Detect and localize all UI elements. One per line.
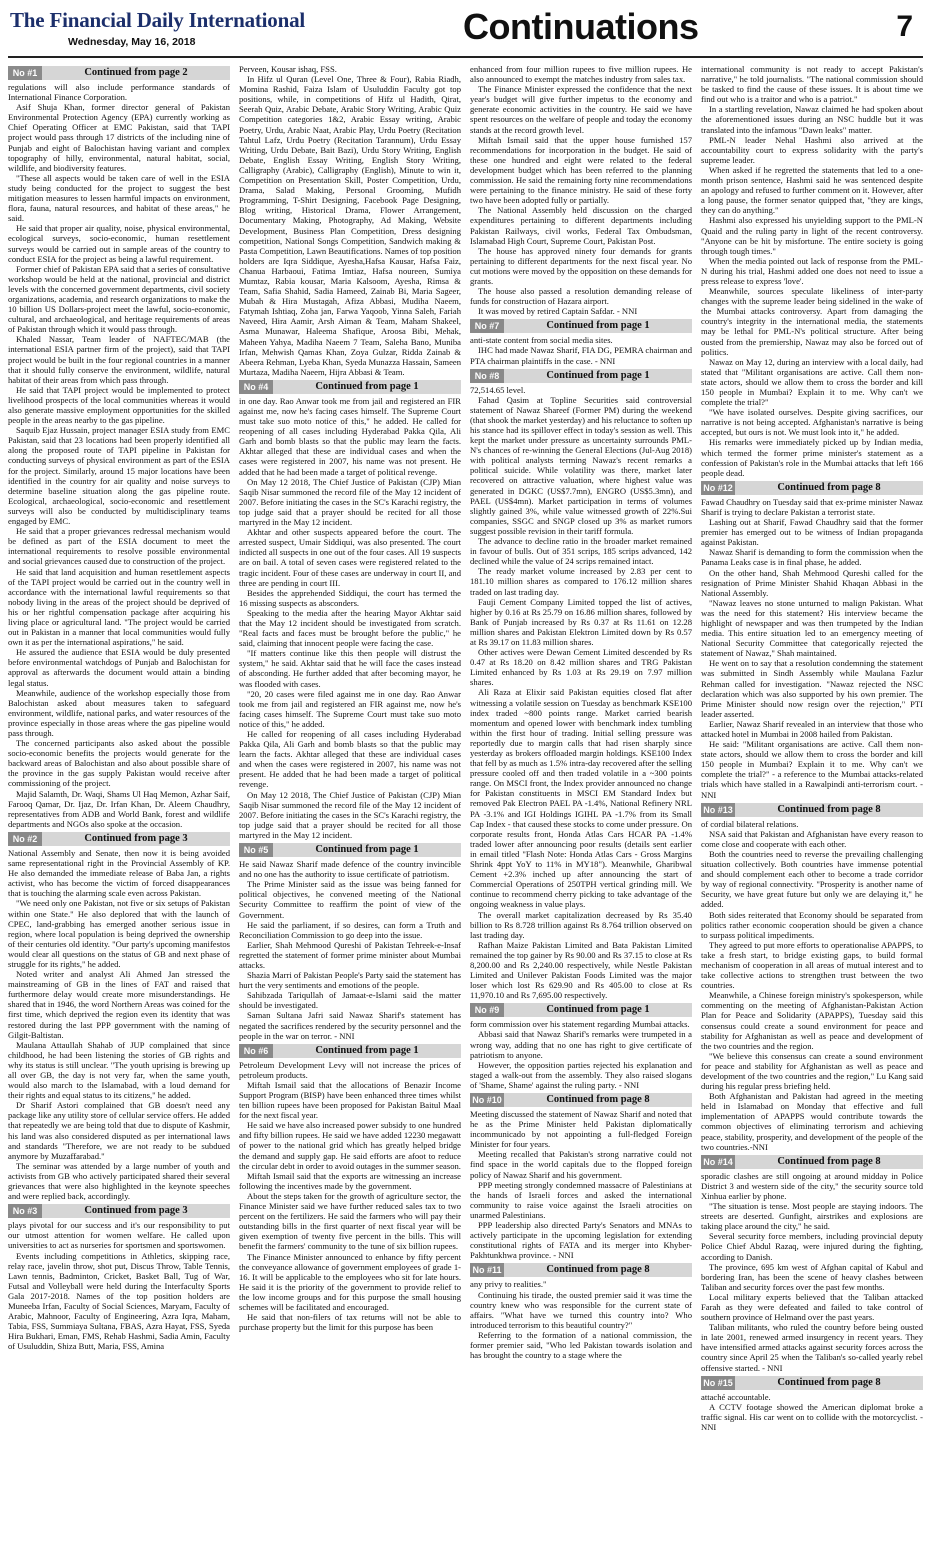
story-paragraph: Fahad Qasim at Topline Securities said controversial statement of Nawaz Shareef (Former PM) during the weekend (that shook the market yesterday) and his reluctance to soften up his stance had its spillover effect in today's session as well. This kept the market under pressure as uncertainty surrounds PML-N's chances of re-winning the General Elections (Jul-Aug 2018) with political analysts terming Nawaz's recent remarks a political suicide. While volatility was there, market later recovered on attractive valuation, where highest value was generated in DGKC (US$7.7mn), ENGRO (US$5.3mn), and PAEL (US$4mn). Market participation in terms of volumes slightly gained 3%, while value witnessed growth of 22%.Sui companies, SSGC and SNGP closed up 3% as market rumors suggest possible revision in their tariff formula. [470, 394, 692, 536]
continued-story [470, 1003, 692, 1090]
story-paragraph: The house also passed a resolution demanding release of funds for construction of Hazara airport. [470, 286, 692, 307]
story-number: No #10 [470, 1093, 504, 1107]
issue-date: Wednesday, May 16, 2018 [68, 36, 196, 48]
story-paragraph: The Finance Minister announced to enhance by fifty percent the conveyance allowance of government employees of grade 1-16. It will be applicable to the employees who sit for late hours. He said it is the priority of the government to provide relief to the low income groups and for this purpose the small housing schemes will be facilitated and encouraged. [239, 1251, 461, 1312]
story-header [701, 803, 923, 817]
story-paragraph: A CCTV footage showed the American diplomat broke a traffic signal. His car went on to collide with the motorcyclist. - NNI [701, 1401, 923, 1432]
story-paragraph: "20, 20 cases were filed against me in one day. Rao Anwar took me from jail and registered an FIR against me, now he's facing cases himself. The Supreme Court must take suo moto notice of this," he added. [239, 688, 461, 729]
article-columns [8, 64, 923, 1554]
story-paragraph: Akhtar and other suspects appeared before the court. The arrested suspect, Umair Siddiqui, was also presented. The court indicted all suspects in one out of the four cases. All 19 suspects are on bail. A total of seven cases were registered related to the tragic incident. Four of these cases are underway in court II, and three are pending in court III. [239, 527, 461, 588]
story-paragraph: In Hifz ul Quran (Level One, Three & Four), Rabia Riadh, Momina Rashid, Faiza Islam of Usuluddin Faculty got top positions, while, in competitions of Hifz ul Hadith, Qirat, Seerah Quiz, Arabic Debate, Arabic Story Writing, Arabic Quiz Competition categories 1&2, Arabic Essay writing, Arabic Poetry, Urdu, Arabic Naat, Arabic Play, Urdu Poetry (Recitation Tahtul Lafz, Urdu Poetry (Recitation Tarannum), Urdu Essay Writing, Urdu Debate, Bait Bazi), Urdu Story Writing, English Debate, English Essay Writing, English Story Writing, Calligraphy (Arabic), Calligraphy (English), Minute to win it, Competition on Presentation Skill, Poster Competition, Urdu, Drama, Salad Making, Personal Grooming, Mufidh Programming, T-Shirt Designing, Facebook Page Designing, Blog writing, Historical Drama, Flower Arrangement, Documentary Making, Photography, Ad Making, Website Development, Business Plan Competition, Dress designing competition, National Songs Competition, Sandwich making & Pasta Competition, Lawn Beautifications. Names of top position holders are Iqra Siddique, Ayesha,Hafsa Kausar, Hafsa Faiz, Chanua Harbaoui, Fatima Imtiaz, Hafsa noureen, Sumiya Mumtaz, Rabia kousar, Maria Kalsoom, Ayesha, Rimsa & Team, Safia Shahid, Sadia Hameed, Zainab Bi, Maria Sageer, Mubah & Hira Mustagah, Afiza Abbasi, Mudiha Naeem, Fatymah Ishtiaq, Zoha jan, Farwa Yaqoob, Yinna Saleh, Fariah Naveed, Hira Aamir, Arsh Aiman & Team, Maham Shakeel, Asma Munawar, Haleema Shafique, Aroosa Bibi, Mehak, Maheen Yahya, Madiha Naeem 7 Team, Saleha Bano, Muniba Irfan, Mehwish Qamas Khan, Zoya Gulzar, Ridda Zainab & Abeera Rehman, Lyeba Khan, Syeda Munazza Hassain, Sameen Murtaza, Madiha Naeem, Hijra Abbasi & Team. [239, 74, 461, 377]
story-paragraph: in one day. Rao Anwar took me from jail and registered an FIR against me, now he's facing cases himself. The Supreme Court must take suo moto notice of this," he added. He called for reopening of all cases including Hyderabad Pakka Qila, Ali Garh and bomb blasts so that the public may learn the facts. Akhtar alleged that these are individual cases and when the cases were registered in 2007, his name was not present. He added that he had been made a target of political revenge. [239, 395, 461, 477]
masthead [8, 6, 923, 58]
story-number: No #2 [8, 832, 42, 846]
story-paragraph: enhanced from four million rupees to five million rupees. He also announced to exempt the matches industry from sales tax. [470, 64, 692, 85]
story-paragraph: In a startling revelation, Nawaz claimed he had spoken about the aforementioned issues during an NSC huddle but it was translated into the infamous "Dawn leaks" matter. [701, 104, 923, 135]
story-paragraph: Local military experts believed that the Taliban attacked Farah as they were defeated and failed to take control of southern province of Helmand over the past years. [701, 1291, 923, 1323]
story-paragraph: Both sides reiterated that Economy should be separated from politics rather economic cooperation should be given a chance to surpass political impediments. [701, 909, 923, 940]
story-paragraph: Asif Shuja Khan, former director general of Pakistan Environmental Protection Agency (EPA) currently working as Chief Operating Officer at EMC Pakistan, said that TAPI project would pass through 17 districts of the including nine of Punjab and eight of Balochistan having variant and complex topography of hilly, environmental, natural habitat, social, wildlife, and biodiversity features. [8, 102, 230, 173]
continued-story [701, 1376, 923, 1432]
story-continuation-title: Continued from page 8 [546, 1094, 650, 1105]
story-paragraph: Meanwhile, sources speculate likeliness of inter-party changes with the supreme leader being sidelined in the wake of the Mumbai attacks controversy. Apart from damaging the country's integrity in the international media, the statements may be lethal for PML-N's political structure. After being ousted from the premiership, Nawaz may also be forced out of politics. [701, 286, 923, 357]
story-number: No #8 [470, 369, 504, 383]
story-paragraph: sporadic clashes are still ongoing at around midday in Police District 3 and western side of the city," the security source told Xinhua earlier by phone. [701, 1170, 923, 1201]
story-header [239, 1044, 461, 1058]
story-continuation-title: Continued from page 8 [777, 481, 881, 493]
continued-story [8, 66, 230, 829]
story-number: No #11 [470, 1263, 504, 1277]
story-paragraph: Fauji Cement Company Limited topped the list of actives, higher by 0.16 at Rs 25.79 on 16.86 million shares, followed by Bank of Punjab increased by Rs 0.37 at Rs 11.61 on 12.28 million shares and Pakistan Elektron Limited down by Rs 0.57 at Rs 39.17 on 11.83 million shares. [470, 596, 692, 647]
story-paragraph: His remarks were immediately picked up by Indian media, which termed the former prime minister's statement as a confession of Pakistan's role in the Mumbai attacks that left 166 people dead. [701, 437, 923, 478]
story-number: No #7 [470, 319, 504, 333]
story-paragraph: Earlier, Shah Mehmood Qureshi of Pakistan Tehreek-e-Insaf regretted the statement of former prime minister about Mumbai attacks. [239, 939, 461, 970]
story-number: No #5 [239, 843, 273, 857]
story-paragraph: Fawad Chaudhry on Tuesday said that ex-prime minister Nawaz Sharif is trying to declare Pakistan a terrorist state. [701, 496, 923, 517]
story-continuation-title: Continued from page 8 [546, 1264, 650, 1276]
continued-story [470, 369, 692, 1001]
story-paragraph: Both Afghanistan and Pakistan had agreed in the meeting held in Islamabad on Monday that effective and full implementation of APAPPS would contribute towards the common objectives of eliminating terrorism and achieving peace, stability, prosperity, and development of the people of the two countries.-NNI [701, 1091, 923, 1152]
continued-story [470, 64, 692, 316]
story-paragraph: However, the opposition parties rejected his explanation and staged a walk-out from the assembly. They also raised slogans of 'Shame, Shame' against the ruling party. - NNI [470, 1059, 692, 1090]
story-paragraph: of cordial bilateral relations. [701, 818, 799, 829]
story-continuation-title: Continued from page 1 [315, 844, 419, 856]
story-number: No #12 [701, 481, 735, 495]
story-paragraph: Referring to the formation of a national commission, the former premier said, "Who led Pakistan towards isolation and has brought the country to a stage where the [470, 1329, 692, 1361]
story-paragraph: Earlier, Nawaz Sharif revealed in an interview that those who attacked hotel in Mumbai in 2008 hailed from Pakistan. [701, 718, 923, 739]
story-paragraph: Events including competitions in Athletics, skipping race, relay race, javelin throw, shot put, Discus Throw, Table Tennis, Lawn tennis, Badminton, Cricket, Basket Ball, Tug of War, Futsal and Volleyball were held during the Interfaculty Sports Gala 2017-2018. Names of the top position holders are Muneeba Irfan, Faculty of Social Sciences, Maryam, Faculty of Arabic, Mahnoor, Faculty of Engineering, Azra Iqra, Maham, Tabia, FSS, Summiaya Sultana, FBAS, Azra Hayat, FSS, Syeda Hira Bukhari, Eman, FMS, Rehab Hashmi, Sadia Amin, Faculty of Usuluddin, Shiza Butt, Maria, FSS, Amina [8, 1250, 230, 1352]
story-paragraph: He called for reopening of all cases including Hyderabad Pakka Qila, Ali Garh and bomb blasts so that the public may learn the facts. Akhtar alleged that these are individual cases and when the cases were registered in 2007, his name was not present. He added that he had been made a target of political revenge. [239, 729, 461, 790]
story-paragraph: He said: "Militant organisations are active. Call them non-state actors, should we allow them to cross the border and kill 150 people in Mumbai? Explain it to me. Why can't we complete the trial?" - a reference to the Mumbai attacks-related trials which have stalled in a Rawalpindi anti-terrorism court. - NNI [701, 739, 923, 800]
story-paragraph: Several security force members, including provincial deputy Police Chief Abdul Razaq, were injured during the fighting, according to Danish. [701, 1231, 923, 1262]
story-paragraph: The house has approved ninety four demands for grants pertaining to different departments for the next fiscal year. No cut motions were moved by the opposition on these demands for grants. [470, 245, 692, 286]
story-paragraph: It was moved by retired Captain Safdar. - NNI [478, 306, 638, 317]
story-paragraph: Meanwhile, a Chinese foreign ministry's spokesperson, while commenting on the meeting of Afghanistan-Pakistan Action Plan for Peace and Solidarity (APAPPS), Tuesday said this consensus could create a sound environment for peace and stability for Afghanistan as well as peace and development of the two countries and the region. [701, 990, 923, 1051]
story-header [701, 1155, 923, 1169]
continued-story [239, 843, 461, 1041]
story-header [701, 481, 923, 495]
story-paragraph: He said we have also increased power subsidy to one hundred and fifty billion rupees. He said we have added 12230 megawatt of power to the national grid which has greatly helped bridge the demand and supply gap. He said efforts are afoot to reduce the circular debt in order to avoid outages in the summer season. [239, 1120, 461, 1171]
story-paragraph: Majid Salamth, Dr. Waqi, Shams Ul Haq Memon, Azhar Saif, Farooq Qamar, Dr. Ijaz, Dr. Irfan Khan, Dr. Aleem Chaudhry, representatives from ADB and World Bank, forest and wildlife departments and NGOs also spoke at the occasion. [8, 788, 230, 829]
column-4 [701, 64, 923, 1554]
story-header [470, 1093, 692, 1107]
story-paragraph: "If matters continue like this then people will distrust the system," he said. Akhtar said that he will face the cases instead of absconding. He further added that after becoming mayor, he was flooded with cases. [239, 648, 461, 689]
story-continuation-title: Continued from page 1 [315, 1044, 419, 1056]
continued-story [239, 1044, 461, 1333]
story-paragraph: "We need only one Pakistan, not five or six setups of Pakistan within one State." He also deplored that with the launch of CPEC, land-grabbing has emerged another serious issue in region, where local population is being deprived the ownership of their centuries old identity. "Our party's upcoming manifestos would clear all questions on the status of GB and next phase of struggle for its rights," he added. [8, 898, 230, 969]
story-paragraph: Maulana Attaullah Shahab of JUP complained that since childhood, he had been listening the stories of GB rights and why its status is still unclear. "The youth uprising is brewing up all over GB, the day is not very far, when the same youth, would also march to the Islamabad, with a loud demand for their rights and equal status to its citizens," he added. [8, 1039, 230, 1101]
story-paragraph: Taliban militants, who ruled the country before being ousted in late 2001, renewed armed insurgency in recent years. They have intensified armed attacks against security forces across the country since April 25 when the Taliban's so-called yearly rebel offensive started. - NNI [701, 1322, 923, 1373]
story-paragraph: The National Assembly held discussion on the charged expenditures pertaining to different departments including Pakistan Railways, civil works, Federal Tax Ombudsman, Islamabad High Court, Supreme Court, Pakistan Post. [470, 205, 692, 246]
story-paragraph: Both the countries need to reverse the prevailing challenging situation collectively. Both countries have immense potential and should complement each other to become a trade corridor by way of regional connectivity. "Prosperity is another name of Security, we have great future but only we are delaying it," he added. [701, 848, 923, 910]
story-number: No #4 [239, 380, 273, 394]
story-paragraph: attaché accountable. [701, 1391, 771, 1402]
story-paragraph: Saman Sultana Jafri said Nawaz Sharif's statement has negated the sacrifices rendered by the security personnel and the people in the war on terror. - NNI [239, 1010, 461, 1041]
story-number: No #9 [470, 1003, 504, 1017]
story-paragraph: Khaled Nassar, Team leader of NAFTEC/MAB (the international ESIA partner firm of the project), said that TAPI project would be built in the four regional countries in a manner that it should fully conserve the environment, wildlife, natural habitat of their areas from which pass through. [8, 334, 230, 385]
story-number: No #13 [701, 803, 735, 817]
section-title: Continuations [463, 6, 699, 47]
story-paragraph: When asked if he regretted the statements that led to a one-month prison sentence, Hashmi said he was sentenced despite an apology and refused to further comment on it. However, after a long pause, the former senator quipped that, "they are kings, they can do anything." [701, 164, 923, 216]
column-3 [470, 64, 692, 1554]
story-paragraph: They agreed to put more efforts to operationalise APAPPS, to take a fresh start, to bridge existing gaps, to build formal mechanism of cooperation in all areas of mutual interest and to take collective actions to strengthen trust between the two countries. [701, 939, 923, 991]
story-header [239, 380, 461, 394]
story-paragraph: National Assembly and Senate, then now it is being avoided same representational right in the Provincial Assembly of KP. He also demanded the immediate release of Baba Jan, a rights activist, who has become the victim of forced disappearances that is touching the alarming scale even across Pakistan. [8, 847, 230, 899]
story-paragraph: The ready market volume increased by 2.83 per cent to 181.10 million shares as compared to 176.12 million shares traded on last trading day. [470, 566, 692, 597]
story-paragraph: IHC had made Nawaz Sharif, FIA DG, PEMRA chairman and PTA chairman plaintiffs in the case. - NNI [470, 345, 692, 366]
story-paragraph: He assured the audience that ESIA would be duly presented before environmental watchdogs of Punjab and Balochistan for approval as afterwards the document would attain a binding legal status. [8, 647, 230, 688]
story-header [701, 1376, 923, 1390]
continued-story [701, 1155, 923, 1373]
story-number: No #14 [701, 1155, 735, 1169]
story-paragraph: He said that a proper grievances redressal mechanism would be defined as part of the ESIA document to meet the international requirements to resolve possible environmental and social grievances caused due to construction of the project. [8, 526, 230, 567]
story-paragraph: plays pivotal for our success and it's our responsibility to put our utmost attention for women welfare. He called upon universities to act as nurseries for sportsmen and sportswomen. [8, 1220, 230, 1251]
story-paragraph: Lashing out at Sharif, Fawad Chaudhry said that the former premier has emerged out to be witness of Indian propaganda against Pakistan. [701, 517, 923, 548]
story-paragraph: On May 12 2018, The Chief Justice of Pakistan (CJP) Mian Saqib Nisar summoned the record file of the May 12 incident of 2007. Before initiating the cases in the SC's Karachi registry, the top judge said that a prayer should be recited for all those martyred in the May 12 incident. [239, 789, 461, 840]
story-number: No #15 [701, 1376, 735, 1390]
story-paragraph: He said that proper air quality, noise, physical environmental, ecological surveys, socio-economic, human resettlement surveys would be carried out in sample areas of the country to conduct ESIA for the project as being a lawful requirement. [8, 223, 230, 264]
story-header [8, 1204, 230, 1218]
story-continuation-title: Continued from page 8 [777, 803, 881, 815]
story-paragraph: Ali Raza at Elixir said Pakistan equities closed flat after witnessing a volatile session on Tuesday as benchmark KSE100 index traded ~800 points range. Market carried bearish momentum and opened lower with benchmark index tumbling within the first hour of trading. Initial selling pressure was reportedly due to margin calls that had risen sharply since yesterday as brokers offloaded margin holdings. KSE100 Index that fell by as much as 1.5% intra-day recovered after the selling pressure cooled off and then traded volatile in a ~300 points range. On MSCI front, the Index provider announced no change for Pakistan constituents in MSCI EM Standard Index but removed Pak Electron PAEL PA -1.4%, National Refinery NRL PA -3.1% and IGI Holdings IGIHL PA -1.7% from its Small Cap Index - that caused these stocks to come under pressure. On corporate results front, Honda Atlas Cars HCAR PA -1.4% traded lower after announcing poor results (details sent earlier in email titled "Flash Note: Honda Atlas Cars - Gross Margins Shrink 4ppt YoY to 11% in MY18"). Meanwhile, Gharibwal Cement +2.3% inched up after announcing the start of Commercial Operations of 250TPH vertical grinding mill. We continue to recommend cherry picking to take advantage of the ongoing weakness in value plays. [470, 687, 692, 910]
story-paragraph: The seminar was attended by a large number of youth and activists from GB who actively participated shared their several grievances that were also highlighted in the keynote speeches and were replied back, accordingly. [8, 1160, 230, 1202]
story-continuation-title: Continued from page 1 [546, 320, 650, 332]
story-paragraph: Meeting recalled that Pakistan's strong narrative could not find space in the world capitals due to the flopped foreign policy of Nawaz Sharif and his government. [470, 1149, 692, 1180]
story-paragraph: NSA said that Pakistan and Afghanistan have every reason to come close and cooperate with each other. [701, 828, 923, 849]
story-paragraph: The concerned participants also asked about the possible socio-economic benefits the projects would generate for the backward areas of Balochistan and also about possible share of the province in the gas supply Pakistan would receive after commissioning of the project. [8, 738, 230, 789]
story-paragraph: About the steps taken for the growth of agriculture sector, the Finance Minister said we have further reduced sales tax to two percent on the fertilizers. He said the farmers who will pay their outstanding bills in the first quarter of next fiscal year will be given exemption of twenty five percent in the bills. This will benefit the farmers' community to the tune of six billion rupees. [239, 1190, 461, 1252]
story-header [8, 66, 230, 80]
story-paragraph: "We have isolated ourselves. Despite giving sacrifices, our narrative is not being accepted. Afghanistan's narrative is being accepted, but ours is not. We must look into it," he added. [701, 407, 923, 438]
continued-story [470, 1263, 692, 1360]
story-number: No #1 [8, 66, 42, 80]
story-paragraph: regulations will also include performance standards of International Finance Corporation. [8, 82, 230, 103]
story-paragraph: Perveen, Kousar ishaq, FSS. [239, 64, 337, 74]
story-header [239, 843, 461, 857]
story-paragraph: Besides the apprehended Siddiqui, the court has termed the 16 missing suspects as absconders. [239, 587, 461, 608]
story-paragraph: Miftah Ismail said that the exports are witnessing an increase following the incentives made by the government. [239, 1170, 461, 1191]
continued-story [470, 319, 692, 365]
story-header [8, 832, 230, 846]
story-paragraph: "Nawaz leaves no stone unturned to malign Pakistan. What was the need for this statement? His interview became the highlight of newspaper and was then trumpeted by the Indian media. This entire situation led to an emergency meeting of National Security Committee that categorically rejected the statement of Nawaz," Shah maintained. [701, 597, 923, 659]
story-paragraph: Former chief of Pakistan EPA said that a series of consultative workshop would be held at the national, provincial and district levels with the concerned government departments, civil society organizations, academia, and research organizations to make the 10 billion US Dollars-project meet the lawful, socio-economic, cultural, and archaeological, and heritage requirements of areas of Pakistan through which it would pass through. [8, 263, 230, 335]
story-paragraph: The advance to decline ratio in the broader market remained in favour of bulls. Out of 351 scrips, 185 scrips advanced, 142 declined while the value of 24 scrips remained intact. [470, 536, 692, 567]
story-paragraph: He said that land acquisition and human resettlement aspects of the TAPI project would be carried out in the country well in accordance with the international lawful requirements so that nobody living in the areas of the project should be deprived of his or her rightful compensation package after acquiring his living place or agricultural land. "The project would be carried out in Pakistan in a manner that local communities would fully own it as per the international aspirations," he said. [8, 566, 230, 648]
story-paragraph: Dr Sharif Astori complained that GB doesn't need any package like any utility store of cellular service offers. He added that repeatedly we are being told that due to dispute of Kashmir, his land was also considered disputed as per international laws and standards "Therefore, we are not ready to be subdued anymore by Muzaffarabad." [8, 1100, 230, 1161]
story-paragraph: Petroleum Development Levy will not increase the prices of petroleum products. [239, 1059, 461, 1080]
story-continuation-title: Continued from page 8 [777, 1155, 881, 1167]
continued-story [701, 481, 923, 800]
story-paragraph: "These all aspects would be taken care of well in the ESIA study being conducted for the project to suggest the best mitigation measures to lessen harmful impacts on environment, flora, fauna, natural resources, and habitat of these areas," he said. [8, 172, 230, 224]
story-paragraph: form commission over his statement regarding Mumbai attacks. [470, 1019, 690, 1030]
story-paragraph: On May 12 2018, The Chief Justice of Pakistan (CJP) Mian Saqib Nisar summoned the record file of the May 12 incident of 2007. Before initiating the cases in the SC's Karachi registry, the top judge said that a prayer should be recited for all those martyred in the May 12 incident. [239, 476, 461, 528]
story-continuation-title: Continued from page 3 [84, 1205, 188, 1217]
story-continuation-title: Continued from page 8 [777, 1376, 881, 1388]
story-header [470, 369, 692, 383]
story-paragraph: Continuing his tirade, the ousted premier said it was time the country knew who was responsible for the current state of affairs. "What have we turned this country into? Who introduced terrorism to this beautiful country?" [470, 1289, 692, 1330]
story-number: No #3 [8, 1204, 42, 1218]
story-paragraph: The Finance Minister expressed the confidence that the next year's budget will give further impetus to the economy and generate economic activities in the country. He said we have spent resources on the welfare of people and today the economy stands at the record growth level. [470, 84, 692, 135]
story-paragraph: "The situation is tense. Most people are staying indoors. The streets are deserted. Gunfight, airstrikes and explosions are taking place around the city," he said. [701, 1201, 923, 1232]
story-paragraph: The province, 695 km west of Afghan capital of Kabul and bordering Iran, has been the scene of heavy clashes between Taliban and security forces over the past few months. [701, 1261, 923, 1292]
story-paragraph: Shazia Marri of Pakistan People's Party said the statement has hurt the very sentiments and emotions of the people. [239, 970, 461, 991]
story-paragraph: 72,514.65 level. [470, 384, 526, 395]
story-paragraph: The Prime Minister said as the issue was being fanned for political objectives, he convened meeting of the National Security Committee to reaffirm the point of view of the Government. [239, 879, 461, 920]
continued-story [8, 832, 230, 1201]
story-paragraph: He went on to say that a resolution condemning the statement was submitted in Sindh Assembly while Maulana Fazlur Rehman called for investigation. "Nawaz rejected the NSC declaration which was also supported by his own premier. The Prime Minister should now resign over the rejection," PTI leader asserted. [701, 658, 923, 719]
story-header [470, 1263, 692, 1277]
story-paragraph: When the media pointed out lack of response from the PML-N during his trial, Hashmi added one does not need to issue a press release to express 'love'. [701, 255, 923, 286]
story-paragraph: Miftah Ismail said that the upper house furnished 157 recommendations for incorporation in the budget. He said of these one hundred and eight were related to the federal development budget which has been referred to the planning commission. He said the remaining forty nine recommendations were pertaining to the finance ministry. He said of these forty two have been adopted fully or partially. [470, 134, 692, 206]
story-continuation-title: Continued from page 3 [84, 832, 188, 844]
story-paragraph: He said Nawaz Sharif made defence of the country invincible and no one has the authority to issue certificate of patriotism. [239, 859, 461, 880]
paper-name: The Financial Daily International [10, 8, 306, 32]
story-paragraph: any privy to realities." [470, 1279, 547, 1290]
story-continuation-title: Continued from page 1 [315, 380, 419, 392]
continued-story [701, 64, 923, 478]
continued-story [470, 1093, 692, 1260]
story-paragraph: Meanwhile, audience of the workshop especially those from Balochistan asked about measures taken to safeguard environment, wildlife, national parks, and water resources of the province especially in those areas where the gas pipeline would pass through. [8, 687, 230, 738]
story-paragraph: Other actives were Dewan Cement Limited descended by Rs 0.47 at Rs 18.20 on 8.42 million shares and TRG Pakistan Limited enhanced by Rs 1.03 at Rs 29.19 on 7.97 million shares. [470, 647, 692, 688]
story-continuation-title: Continued from page 2 [84, 67, 188, 78]
story-paragraph: Nawaz on May 12, during an interview with a local daily, had stated that "Militant organisations are active. Call them non-state actors, should we allow them to cross the border and kill 150 people in Mumbai? Explain it to me. Why can't we complete the trial?" [701, 356, 923, 408]
story-paragraph: Noted writer and analyst Ali Ahmed Jan stressed the mainstreaming of GB in the lines of FAT and raised that furthermore delay would create more misunderstandings. He shared that in 1946, the word Northern Areas was coined for the first time, which deprived the region even its identity that was restored during the last PPP government with the naming of Gilgit-Baltistan. [8, 969, 230, 1040]
story-header [470, 319, 692, 333]
page-number: 7 [896, 10, 913, 43]
story-paragraph: PPP leadership also directed Party's Senators and MNAs to actively participate in the upcoming legislation for extending constitutional rights of FATA and its merger into Khyber-Pakhtunkhwa province. - NNI [470, 1220, 692, 1261]
story-paragraph: On the other hand, Shah Mehmood Qureshi called for the resignation of Prime Minister Shahid Khaqan Abbasi in the National Assembly. [701, 567, 923, 598]
continued-story [8, 1204, 230, 1351]
story-paragraph: Sahibzada Tariqullah of Jamaat-e-Islami said the matter should be investigated. [239, 990, 461, 1011]
story-paragraph: Nawaz Sharif is demanding to form the commission when the Panama Leaks case is in final phase, he added. [701, 547, 923, 568]
column-2 [239, 64, 461, 1554]
story-paragraph: He said that TAPI project would be implemented to protect livelihood prospects of the local communities whereas it would also generate massive employment opportunities for the skilled people in the areas nearby to the gas pipeline. [8, 384, 230, 426]
story-paragraph: Meeting discussed the statement of Nawaz Sharif and noted that he as the Prime Minister held Pakistan diplomatically incommunicado by not appointing a full-fledged Foreign Minister for four years. [470, 1109, 692, 1150]
story-paragraph: Saquib Ejaz Hussain, project manager ESIA study from EMC Pakistan, said that 23 locations had been properly identified all along the proposed route of TAPI pipeline in Pakistan for conducting surveys of physical environment as part of the ESIA for the project. Similarly, around 15 major locations have been identified in the country for air quality and noise surveys to determine baseline situation along the gas pipeline route. Ecological, archaeological, socio-economic and resettlement surveys will also be conducted by multidisciplinary teams engaged by EMC. [8, 425, 230, 527]
story-paragraph: PML-N leader Nehal Hashmi also arrived at the accountability court to express solidarity with the party's supreme leader. [701, 134, 923, 165]
continued-story [239, 380, 461, 840]
story-header [470, 1003, 692, 1017]
story-paragraph: He said the parliament, if so desires, can form a Truth and Reconciliation Commission to go deep into the issue. [239, 919, 461, 940]
column-1 [8, 64, 230, 1554]
story-paragraph: Miftah Ismail said that the allocations of Benazir Income Support Program (BISP) have been enhanced three times whilst ten billion rupees have been proposed for Pakistan Baitul Maal for the next fiscal year. [239, 1079, 461, 1121]
story-paragraph: Hashmi also expressed his unyielding support to the PML-N Quaid and the ruling party in light of the recent controversy. "Anyone can be hit by misfortune. The entire society is going through tough times." [701, 215, 923, 256]
story-paragraph: The overall market capitalization decreased by Rs 35.40 billion to Rs 8.728 trillion against Rs 8.764 trillion observed on last trading day. [470, 909, 692, 940]
story-paragraph: He said that non-filers of tax returns will not be able to purchase property but the limit for this purpose has been [239, 1312, 461, 1333]
story-continuation-title: Continued from page 1 [546, 1004, 650, 1016]
continued-story [239, 64, 461, 377]
story-paragraph: Rafhan Maize Pakistan Limited and Bata Pakistan Limited remained the top gainer by Rs 90.00 and Rs 37.15 to close at Rs 8,200.00 and Rs 2,240.00 respectively, while Nestle Pakistan Limited and Unilever Pakistan Foods Limited was the major loser which lost Rs 629.90 and Rs 405.00 to close at Rs 11,970.10 and Rs 7,695.00 respectively. [470, 939, 692, 1001]
story-paragraph: Speaking to the media after the hearing Mayor Akhtar said that the May 12 incident should be investigated from scratch. "Real facts and faces must be brought before the public," he said, claiming that innocent people were facing the case. [239, 607, 461, 649]
story-number: No #6 [239, 1044, 273, 1058]
continued-story [701, 803, 923, 1152]
story-continuation-title: Continued from page 1 [546, 369, 650, 381]
story-paragraph: PPP meeting strongly condemned massacre of Palestinians at the hands of Israeli forces and asked the international community to raise voice against the Israeli atrocities on unarmed Palestinians. [470, 1179, 692, 1220]
story-paragraph: anti-state content from social media sites. [470, 335, 613, 346]
story-paragraph: international community is not ready to accept Pakistan's narrative," he told journalists. "The national commission should be tasked to find the cause of these issues. It is about time we find out who is a traitor and who is a patriot." [701, 64, 923, 105]
story-paragraph: Abbasi said that Nawaz Sharif's remarks were trumpeted in a wrong way, adding that no one has right to give certificate of patriotism to anyone. [470, 1029, 692, 1060]
story-paragraph: "We believe this consensus can create a sound environment for peace and stability for Afghanistan as well as peace and development of the two countries and the region," Lu Kang said during his regular press briefing held. [701, 1050, 923, 1092]
